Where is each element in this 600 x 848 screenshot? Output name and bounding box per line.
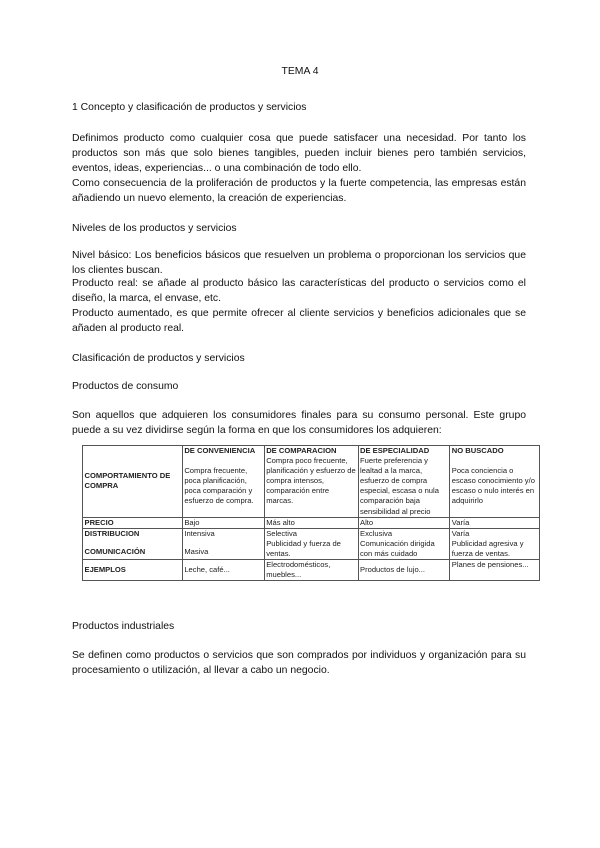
section-heading-industriales: Productos industriales (72, 621, 175, 632)
table-cell: Varía (451, 528, 470, 538)
table-cell: Publicidad agresiva y fuerza de ventas. (451, 538, 524, 558)
table-cell: Leche, café... (182, 560, 264, 581)
cell-no-buscado-comportamiento (450, 446, 540, 518)
cell-especialidad-distribucion (358, 528, 450, 559)
table-row (83, 528, 540, 559)
column-header-especialidad: DE ESPECIALIDAD (360, 446, 430, 455)
paragraph-nivel-basico: Nivel básico: Los beneficios básicos que resuelven un problema o proporcionan los servicios que los clientes buscan. (72, 250, 526, 277)
table-cell: Bajo (182, 517, 264, 528)
page-title: TEMA 4 (281, 66, 319, 77)
table-row (83, 517, 540, 528)
table-cell: Intensiva (184, 528, 215, 538)
column-header-comparacion: DE COMPARACION (266, 446, 337, 455)
paragraph-consumo: Son aquellos que adquieren los consumidores finales para su consumo personal. Este grupo puede a su vez dividirse según la forma en que los consumidores los adquieren: (72, 410, 526, 437)
table-cell: Masiva (184, 546, 209, 556)
paragraph-consecuencia: Como consecuencia de la proliferación de productos y la fuerte competencia, las empresas están añadiendo un nuevo elemento, la creación de experiencias. (72, 178, 526, 205)
row-label-comportamiento: COMPORTAMIENTO DE COMPRA (83, 446, 183, 518)
section-heading-consumo: Productos de consumo (72, 381, 179, 392)
table-cell: Exclusiva (360, 528, 393, 538)
table-cell: Compra poco frecuente, planificación y esfuerzo de compra intensos, comparación entre marcas. (266, 456, 356, 506)
paragraph-producto-aumentado: Producto aumentado, es que permite ofrecer al cliente servicios y beneficios adicionales que se añaden al producto real. (72, 308, 526, 335)
table-cell: Poca conciencia o escaso conocimiento y/o escaso o nulo interés en adquirirlo (451, 466, 535, 506)
paragraph-industriales: Se definen como productos o servicios que son comprados por individuos y organización para su procesamiento o utilización, al llevar a cabo un negocio. (72, 650, 526, 677)
cell-comparacion-comportamiento (264, 446, 358, 518)
cell-no-buscado-distribucion (450, 528, 540, 559)
row-label-distribucion-comunicacion (83, 528, 183, 559)
row-label-comunicacion: COMUNICACIÓN (84, 546, 146, 556)
table-cell: Más alto (264, 517, 358, 528)
row-label-distribucion: DISTRIBUCION (84, 528, 140, 538)
cell-conveniencia-distribucion (182, 528, 264, 559)
section-heading-concepto: 1 Concepto y clasificación de productos y servicios (72, 102, 307, 113)
table-cell: Selectiva (266, 528, 298, 538)
cell-comparacion-distribucion (264, 528, 358, 559)
table-cell: Fuerte preferencia y lealtad a la marca, esfuerzo de compra especial, escasa o nula comparación baja sensibilidad al precio (360, 456, 439, 516)
table-cell: Compra frecuente, poca planificación, poca comparación y esfuerzo de compra. (184, 466, 254, 506)
cell-especialidad-comportamiento (358, 446, 450, 518)
table-cell: Electrodomésticos, muebles... (264, 560, 358, 581)
row-label-precio: PRECIO (83, 517, 183, 528)
table-cell: Publicidad y fuerza de ventas. (266, 538, 341, 558)
cell-conveniencia-comportamiento (182, 446, 264, 518)
table-cell: Alto (358, 517, 450, 528)
table-cell: Planes de pensiones... (450, 560, 540, 581)
consumer-products-table (82, 445, 540, 581)
paragraph-producto-real: Producto real: se añade al producto básico las características del producto o servicios como el diseño, la marca, el envase, etc. (72, 278, 526, 305)
column-header-conveniencia: DE CONVENIENCIA (184, 446, 256, 455)
paragraph-definicion: Definimos producto como cualquier cosa que puede satisfacer una necesidad. Por tanto los productos son más que solo bienes tangibles, pueden incluir bienes pero también servicios, eventos, ideas, experiencias... o una combinación de todo ello. (72, 133, 526, 175)
table-cell: Varía (450, 517, 540, 528)
section-heading-clasificacion: Clasificación de productos y servicios (72, 353, 245, 364)
section-heading-niveles: Niveles de los productos y servicios (72, 223, 237, 234)
table-cell: Productos de lujo... (358, 560, 450, 581)
table-row (83, 446, 540, 518)
table-row (83, 560, 540, 581)
column-header-no-buscado: NO BUSCADO (451, 446, 504, 455)
table-cell: Comunicación dirigida con más cuidado (360, 538, 435, 558)
row-label-ejemplos: EJEMPLOS (83, 560, 183, 581)
